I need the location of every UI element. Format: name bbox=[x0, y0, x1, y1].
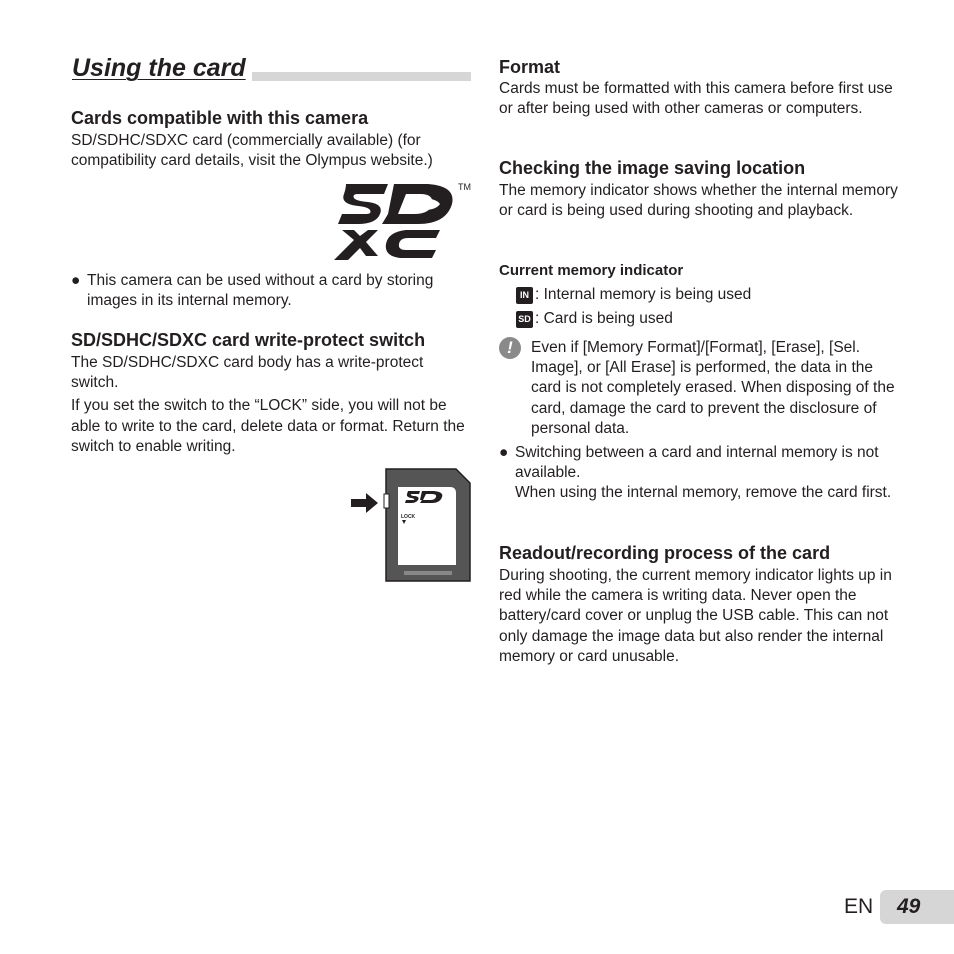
sdxc-logo-icon bbox=[328, 180, 473, 266]
sd-card-icon: SD bbox=[516, 311, 533, 328]
section-write-protect bbox=[71, 329, 471, 457]
bullet-dot: ● bbox=[71, 272, 81, 289]
no-card-bullet-text: This camera can be used without a card by storing images in its internal memory. bbox=[87, 272, 434, 310]
switch-bullet bbox=[499, 443, 899, 504]
section-compatible-cards bbox=[71, 107, 471, 171]
bullet-dot: ● bbox=[499, 444, 509, 461]
language-label: EN bbox=[844, 895, 874, 918]
memory-indicator-internal bbox=[516, 285, 899, 305]
sdxc-logo bbox=[328, 180, 473, 266]
no-card-bullet bbox=[71, 271, 471, 311]
lock-label: LOCK bbox=[401, 514, 416, 520]
arrow-right-icon bbox=[351, 493, 378, 513]
heading-write-protect: SD/SDHC/SDXC card write-protect switch bbox=[71, 330, 426, 350]
page-number: 49 bbox=[897, 895, 921, 918]
switch-bullet-text-1: Switching between a card and internal memory is not available. bbox=[515, 444, 879, 482]
page-title: Using the card bbox=[72, 52, 252, 84]
heading-readout: Readout/recording process of the card bbox=[499, 543, 831, 563]
trademark-text: TM bbox=[458, 182, 471, 192]
section-memory-indicator bbox=[499, 261, 899, 329]
heading-compatible-cards: Cards compatible with this camera bbox=[71, 108, 369, 128]
memory-indicator-internal-text: : Internal memory is being used bbox=[535, 286, 752, 303]
sd-card-illustration bbox=[348, 467, 473, 583]
heading-format: Format bbox=[499, 57, 561, 77]
internal-memory-icon: IN bbox=[516, 287, 533, 304]
caution-text: Even if [Memory Format]/[Format], [Erase], [Sel. Image], or [All Erase] is performed, the data in the card is not completely erased. When disposing of the card, damage the card to prevent the disclosure of personal data. bbox=[531, 339, 895, 437]
readout-text: During shooting, the current memory indicator lights up in red while the camera is writing data. Never open the battery/card cover or unplug the USB cable. This can not only damage the image data but also render the internal memory or card unusable. bbox=[499, 567, 892, 665]
page-number-tab bbox=[880, 890, 954, 924]
memory-indicator-card-text: : Card is being used bbox=[535, 310, 673, 327]
heading-memory-indicator: Current memory indicator bbox=[499, 262, 684, 279]
section-saving-location bbox=[499, 157, 899, 221]
write-protect-text-1: The SD/SDHC/SDXC card body has a write-protect switch. bbox=[71, 354, 424, 392]
section-readout bbox=[499, 542, 904, 667]
write-protect-text-2: If you set the switch to the “LOCK” side, you will not be able to write to the card, delete data or format. Return the switch to enable writing. bbox=[71, 397, 465, 455]
format-text: Cards must be formatted with this camera before first use or after being used with other cameras or computers. bbox=[499, 80, 893, 118]
sd-card-illustration-icon bbox=[348, 467, 473, 583]
caution-note bbox=[499, 337, 899, 439]
memory-indicator-card bbox=[516, 309, 899, 329]
compatible-cards-text: SD/SDHC/SDXC card (commercially available) (for compatibility card details, visit the Olympus website.) bbox=[71, 132, 433, 170]
switch-bullet-text-2: When using the internal memory, remove the card first. bbox=[515, 484, 892, 502]
caution-icon: ! bbox=[499, 337, 521, 359]
section-format bbox=[499, 56, 899, 119]
saving-location-text: The memory indicator shows whether the internal memory or card is being used during shooting and playback. bbox=[499, 182, 898, 220]
heading-saving-location: Checking the image saving location bbox=[499, 158, 806, 178]
